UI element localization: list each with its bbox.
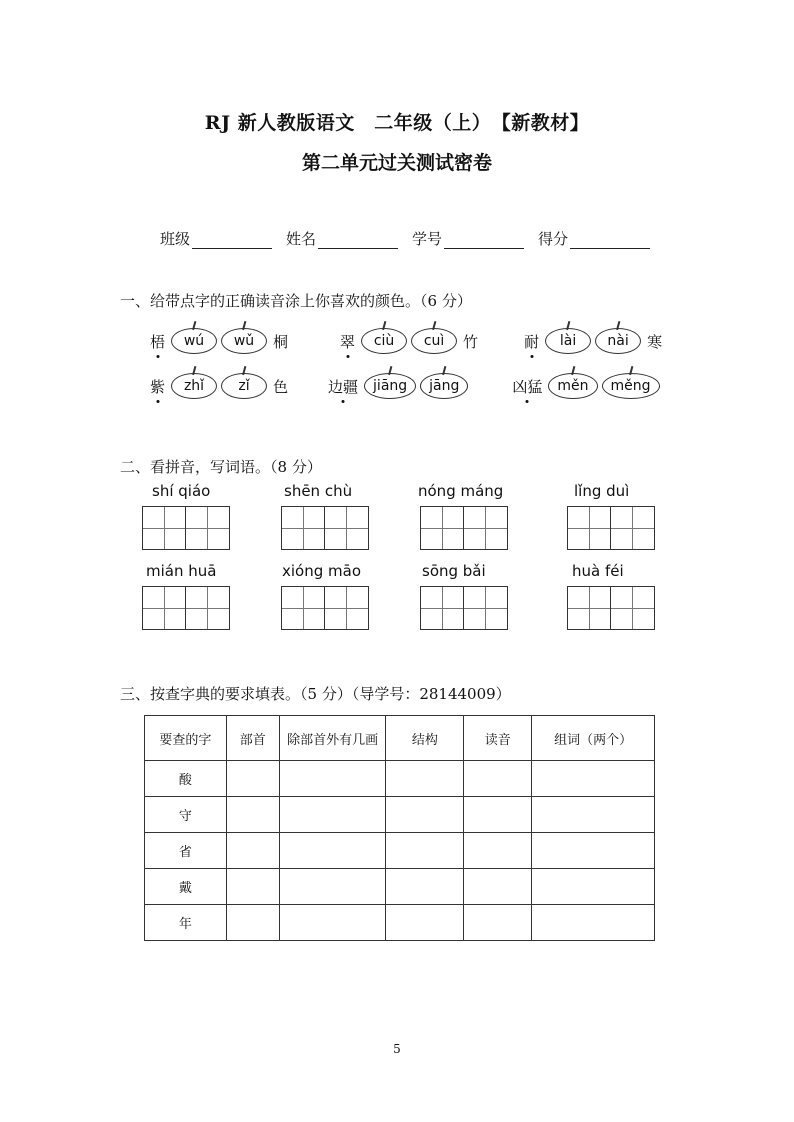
name-field[interactable]: 姓名 bbox=[286, 228, 398, 249]
answer-cell[interactable] bbox=[386, 833, 464, 869]
column-header: 除部首外有几画 bbox=[279, 716, 386, 761]
class-field[interactable]: 班级 bbox=[160, 228, 272, 249]
question-item: 边疆 jiāng jāng bbox=[324, 373, 470, 399]
writing-grid[interactable] bbox=[567, 506, 655, 550]
pinyin-label: xióng māo bbox=[282, 562, 361, 580]
table-header-row bbox=[145, 716, 655, 761]
answer-cell[interactable] bbox=[464, 761, 532, 797]
pinyin-option[interactable]: wǔ bbox=[221, 328, 267, 354]
table-row bbox=[145, 761, 655, 797]
answer-cell[interactable] bbox=[226, 761, 279, 797]
answer-cell[interactable] bbox=[464, 869, 532, 905]
column-header: 组词（两个） bbox=[532, 716, 655, 761]
section3-title: 三、按查字典的要求填表。（5 分）（导学号：28144009） bbox=[120, 685, 511, 703]
answer-cell[interactable] bbox=[386, 905, 464, 941]
pinyin-option[interactable]: jāng bbox=[420, 373, 468, 399]
pinyin-label: mián huā bbox=[146, 562, 217, 580]
section1-row2 bbox=[146, 373, 692, 399]
answer-cell[interactable] bbox=[279, 833, 386, 869]
answer-cell[interactable] bbox=[386, 869, 464, 905]
answer-cell[interactable] bbox=[532, 797, 655, 833]
answer-cell[interactable] bbox=[386, 761, 464, 797]
lookup-char: 戴 bbox=[145, 869, 227, 905]
answer-cell[interactable] bbox=[532, 833, 655, 869]
pinyin-option[interactable]: jiāng bbox=[364, 373, 416, 399]
table-row bbox=[145, 833, 655, 869]
answer-cell[interactable] bbox=[279, 869, 386, 905]
pinyin-option[interactable]: zǐ bbox=[221, 373, 267, 399]
pinyin-option[interactable]: nài bbox=[595, 328, 641, 354]
answer-cell[interactable] bbox=[279, 761, 386, 797]
writing-grid[interactable] bbox=[420, 506, 508, 550]
answer-cell[interactable] bbox=[532, 869, 655, 905]
answer-cell[interactable] bbox=[464, 905, 532, 941]
pinyin-label: nóng máng bbox=[418, 482, 504, 500]
writing-grid[interactable] bbox=[420, 586, 508, 630]
answer-cell[interactable] bbox=[386, 797, 464, 833]
pinyin-option[interactable]: měng bbox=[602, 373, 660, 399]
answer-cell[interactable] bbox=[279, 905, 386, 941]
column-header: 要查的字 bbox=[145, 716, 227, 761]
pinyin-option[interactable]: cuì bbox=[411, 328, 457, 354]
answer-cell[interactable] bbox=[226, 833, 279, 869]
pinyin-option[interactable]: lài bbox=[545, 328, 591, 354]
page-number: 5 bbox=[393, 1042, 401, 1056]
table-row bbox=[145, 869, 655, 905]
question-item: 翠 ciù cuì 竹 bbox=[336, 328, 482, 354]
page-subtitle: 第二单元过关测试密卷 bbox=[301, 152, 492, 174]
question-item: 凶猛 měn měng bbox=[508, 373, 661, 399]
answer-cell[interactable] bbox=[279, 797, 386, 833]
section1-title: 一、给带点字的正确读音涂上你喜欢的颜色。（6 分） bbox=[120, 292, 472, 310]
writing-grid[interactable] bbox=[142, 586, 230, 630]
pinyin-option[interactable]: ciù bbox=[361, 328, 407, 354]
pinyin-option[interactable]: wú bbox=[171, 328, 217, 354]
pinyin-label: shēn chù bbox=[284, 482, 353, 500]
answer-cell[interactable] bbox=[226, 797, 279, 833]
question-item: 紫 zhǐ zǐ 色 bbox=[146, 373, 292, 399]
student-id-field[interactable]: 学号 bbox=[412, 228, 524, 249]
pinyin-label: sōng bǎi bbox=[422, 562, 486, 580]
pinyin-label: shí qiáo bbox=[152, 482, 211, 500]
answer-cell[interactable] bbox=[532, 905, 655, 941]
lookup-char: 年 bbox=[145, 905, 227, 941]
question-item: 耐 lài nài 寒 bbox=[520, 328, 666, 354]
student-info bbox=[160, 228, 664, 249]
pinyin-label: lǐng duì bbox=[574, 482, 630, 500]
answer-cell[interactable] bbox=[226, 869, 279, 905]
column-header: 读音 bbox=[464, 716, 532, 761]
section1-row1 bbox=[146, 328, 696, 354]
answer-cell[interactable] bbox=[464, 797, 532, 833]
table-row bbox=[145, 905, 655, 941]
table-row bbox=[145, 797, 655, 833]
section2-title: 二、看拼音，写词语。（8 分） bbox=[120, 458, 322, 476]
column-header: 部首 bbox=[226, 716, 279, 761]
question-item: 梧 wú wǔ 桐 bbox=[146, 328, 292, 354]
pinyin-option[interactable]: zhǐ bbox=[171, 373, 217, 399]
score-field[interactable]: 得分 bbox=[538, 228, 650, 249]
answer-cell[interactable] bbox=[464, 833, 532, 869]
pinyin-label: huà féi bbox=[572, 562, 624, 580]
page-title: RJ 新人教版语文 二年级（上） 【新教材】 bbox=[204, 112, 590, 134]
lookup-char: 守 bbox=[145, 797, 227, 833]
writing-grid[interactable] bbox=[142, 506, 230, 550]
dictionary-table bbox=[144, 715, 655, 941]
lookup-char: 酸 bbox=[145, 761, 227, 797]
writing-grid[interactable] bbox=[567, 586, 655, 630]
lookup-char: 省 bbox=[145, 833, 227, 869]
answer-cell[interactable] bbox=[226, 905, 279, 941]
column-header: 结构 bbox=[386, 716, 464, 761]
answer-cell[interactable] bbox=[532, 761, 655, 797]
writing-grid[interactable] bbox=[281, 586, 369, 630]
pinyin-option[interactable]: měn bbox=[548, 373, 597, 399]
writing-grid[interactable] bbox=[281, 506, 369, 550]
